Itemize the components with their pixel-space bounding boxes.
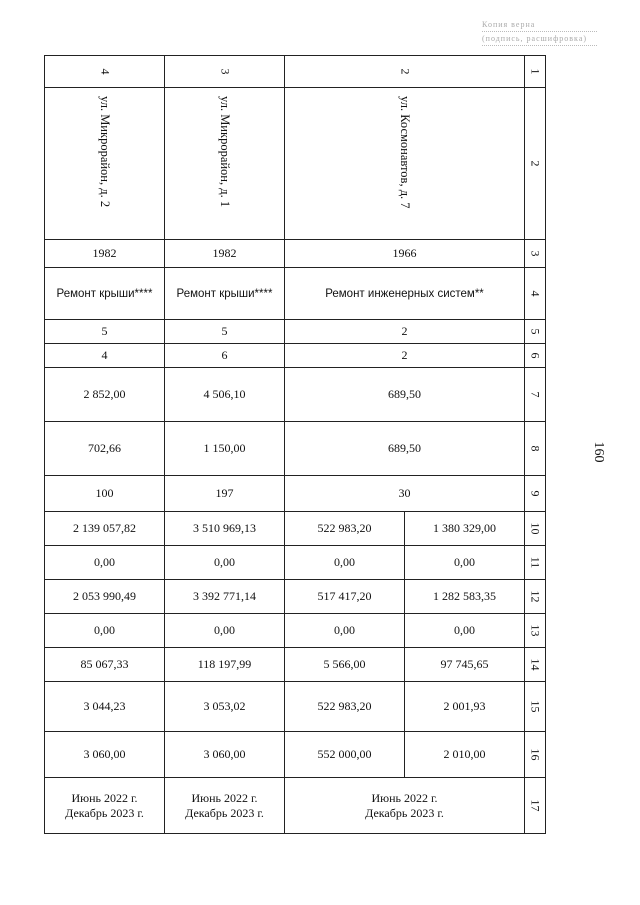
- table-cell: 2 001,93: [405, 682, 525, 732]
- table-cell: 5: [45, 320, 165, 344]
- repair-table: [44, 55, 546, 834]
- row-number-cell: 16: [525, 732, 546, 778]
- period-end: Декабрь 2023 г.: [185, 805, 264, 820]
- year-cell: 1966: [285, 240, 525, 268]
- row-number-cell: 10: [525, 512, 546, 546]
- table-row: [45, 56, 546, 88]
- table-cell: 0,00: [45, 614, 165, 648]
- period-cell: [165, 778, 285, 834]
- row-number-cell: 11: [525, 546, 546, 580]
- table-cell: 0,00: [285, 614, 405, 648]
- row-number-cell: 5: [525, 320, 546, 344]
- table-cell: 3 060,00: [165, 732, 285, 778]
- table-row: [45, 344, 546, 368]
- table-row: [45, 368, 546, 422]
- stamp-line-2: (подпись, расшифровка): [482, 32, 597, 46]
- table-cell: 3 510 969,13: [165, 512, 285, 546]
- table-cell: 2 010,00: [405, 732, 525, 778]
- period-start: Июнь 2022 г.: [191, 790, 258, 805]
- table-cell: 522 983,20: [285, 512, 405, 546]
- work-type-cell: Ремонт крыши****: [45, 268, 165, 320]
- table-cell: 85 067,33: [45, 648, 165, 682]
- table-row: [45, 732, 546, 778]
- row-number-cell: 2: [525, 88, 546, 240]
- table-cell: 118 197,99: [165, 648, 285, 682]
- table-cell: 3 044,23: [45, 682, 165, 732]
- table-row: [45, 512, 546, 546]
- table-cell: 2 852,00: [45, 368, 165, 422]
- table-cell: 4: [45, 344, 165, 368]
- period-start: Июнь 2022 г.: [71, 790, 138, 805]
- table-row: [45, 614, 546, 648]
- table-row: [45, 648, 546, 682]
- table-cell: 97 745,65: [405, 648, 525, 682]
- row-number-cell: 4: [525, 268, 546, 320]
- table-cell: 0,00: [165, 614, 285, 648]
- table-cell: 100: [45, 476, 165, 512]
- table-cell: 689,50: [285, 422, 525, 476]
- row-number-cell: 8: [525, 422, 546, 476]
- table-row: [45, 240, 546, 268]
- stamp-line-1: Копия верна: [482, 18, 597, 32]
- work-type-cell: Ремонт инженерных систем**: [285, 268, 525, 320]
- table-cell: 2 053 990,49: [45, 580, 165, 614]
- row-number-cell: 13: [525, 614, 546, 648]
- work-type-cell: Ремонт крыши****: [165, 268, 285, 320]
- table-cell: 3 060,00: [45, 732, 165, 778]
- col-number-cell: 3: [165, 56, 285, 88]
- table-cell: 5 566,00: [285, 648, 405, 682]
- table-cell: 197: [165, 476, 285, 512]
- table-row: [45, 88, 546, 240]
- table-cell: 0,00: [405, 614, 525, 648]
- col-number-cell: 4: [45, 56, 165, 88]
- col-number-cell: 2: [285, 56, 525, 88]
- table-row: [45, 268, 546, 320]
- page-number: 160: [591, 441, 606, 463]
- table-row: [45, 778, 546, 834]
- row-number-cell: 3: [525, 240, 546, 268]
- year-cell: 1982: [165, 240, 285, 268]
- period-end: Декабрь 2023 г.: [65, 805, 144, 820]
- row-number-cell: 6: [525, 344, 546, 368]
- row-number-cell: 7: [525, 368, 546, 422]
- row-number-cell: 15: [525, 682, 546, 732]
- table-cell: 2: [285, 344, 525, 368]
- table-row: [45, 580, 546, 614]
- table-row: [45, 476, 546, 512]
- table-cell: 1 150,00: [165, 422, 285, 476]
- year-cell: 1982: [45, 240, 165, 268]
- address-cell: ул. Микрорайон, д. 2: [45, 88, 165, 240]
- table-row: [45, 682, 546, 732]
- table-row: [45, 546, 546, 580]
- table-cell: 5: [165, 320, 285, 344]
- table-cell: 0,00: [45, 546, 165, 580]
- table-cell: 0,00: [165, 546, 285, 580]
- table-cell: 2: [285, 320, 525, 344]
- table-cell: 2 139 057,82: [45, 512, 165, 546]
- address-cell: ул. Микрорайон, д. 1: [165, 88, 285, 240]
- row-number-cell: 12: [525, 580, 546, 614]
- table-cell: 0,00: [285, 546, 405, 580]
- row-number-cell: 17: [525, 778, 546, 834]
- period-cell: [285, 778, 525, 834]
- table-row: [45, 422, 546, 476]
- table-row: [45, 320, 546, 344]
- row-number-cell: 1: [525, 56, 546, 88]
- table-cell: 522 983,20: [285, 682, 405, 732]
- certification-stamp: [482, 18, 597, 52]
- period-cell: [45, 778, 165, 834]
- table-cell: 702,66: [45, 422, 165, 476]
- row-number-cell: 9: [525, 476, 546, 512]
- address-cell: ул. Космонавтов, д. 7: [285, 88, 525, 240]
- table-cell: 30: [285, 476, 525, 512]
- table-cell: 1 282 583,35: [405, 580, 525, 614]
- period-end: Декабрь 2023 г.: [365, 805, 444, 820]
- table-cell: 1 380 329,00: [405, 512, 525, 546]
- table-cell: 0,00: [405, 546, 525, 580]
- table-cell: 689,50: [285, 368, 525, 422]
- table-cell: 517 417,20: [285, 580, 405, 614]
- table-cell: 4 506,10: [165, 368, 285, 422]
- period-start: Июнь 2022 г.: [371, 790, 438, 805]
- table-cell: 3 053,02: [165, 682, 285, 732]
- table-cell: 3 392 771,14: [165, 580, 285, 614]
- table-cell: 552 000,00: [285, 732, 405, 778]
- row-number-cell: 14: [525, 648, 546, 682]
- table-cell: 6: [165, 344, 285, 368]
